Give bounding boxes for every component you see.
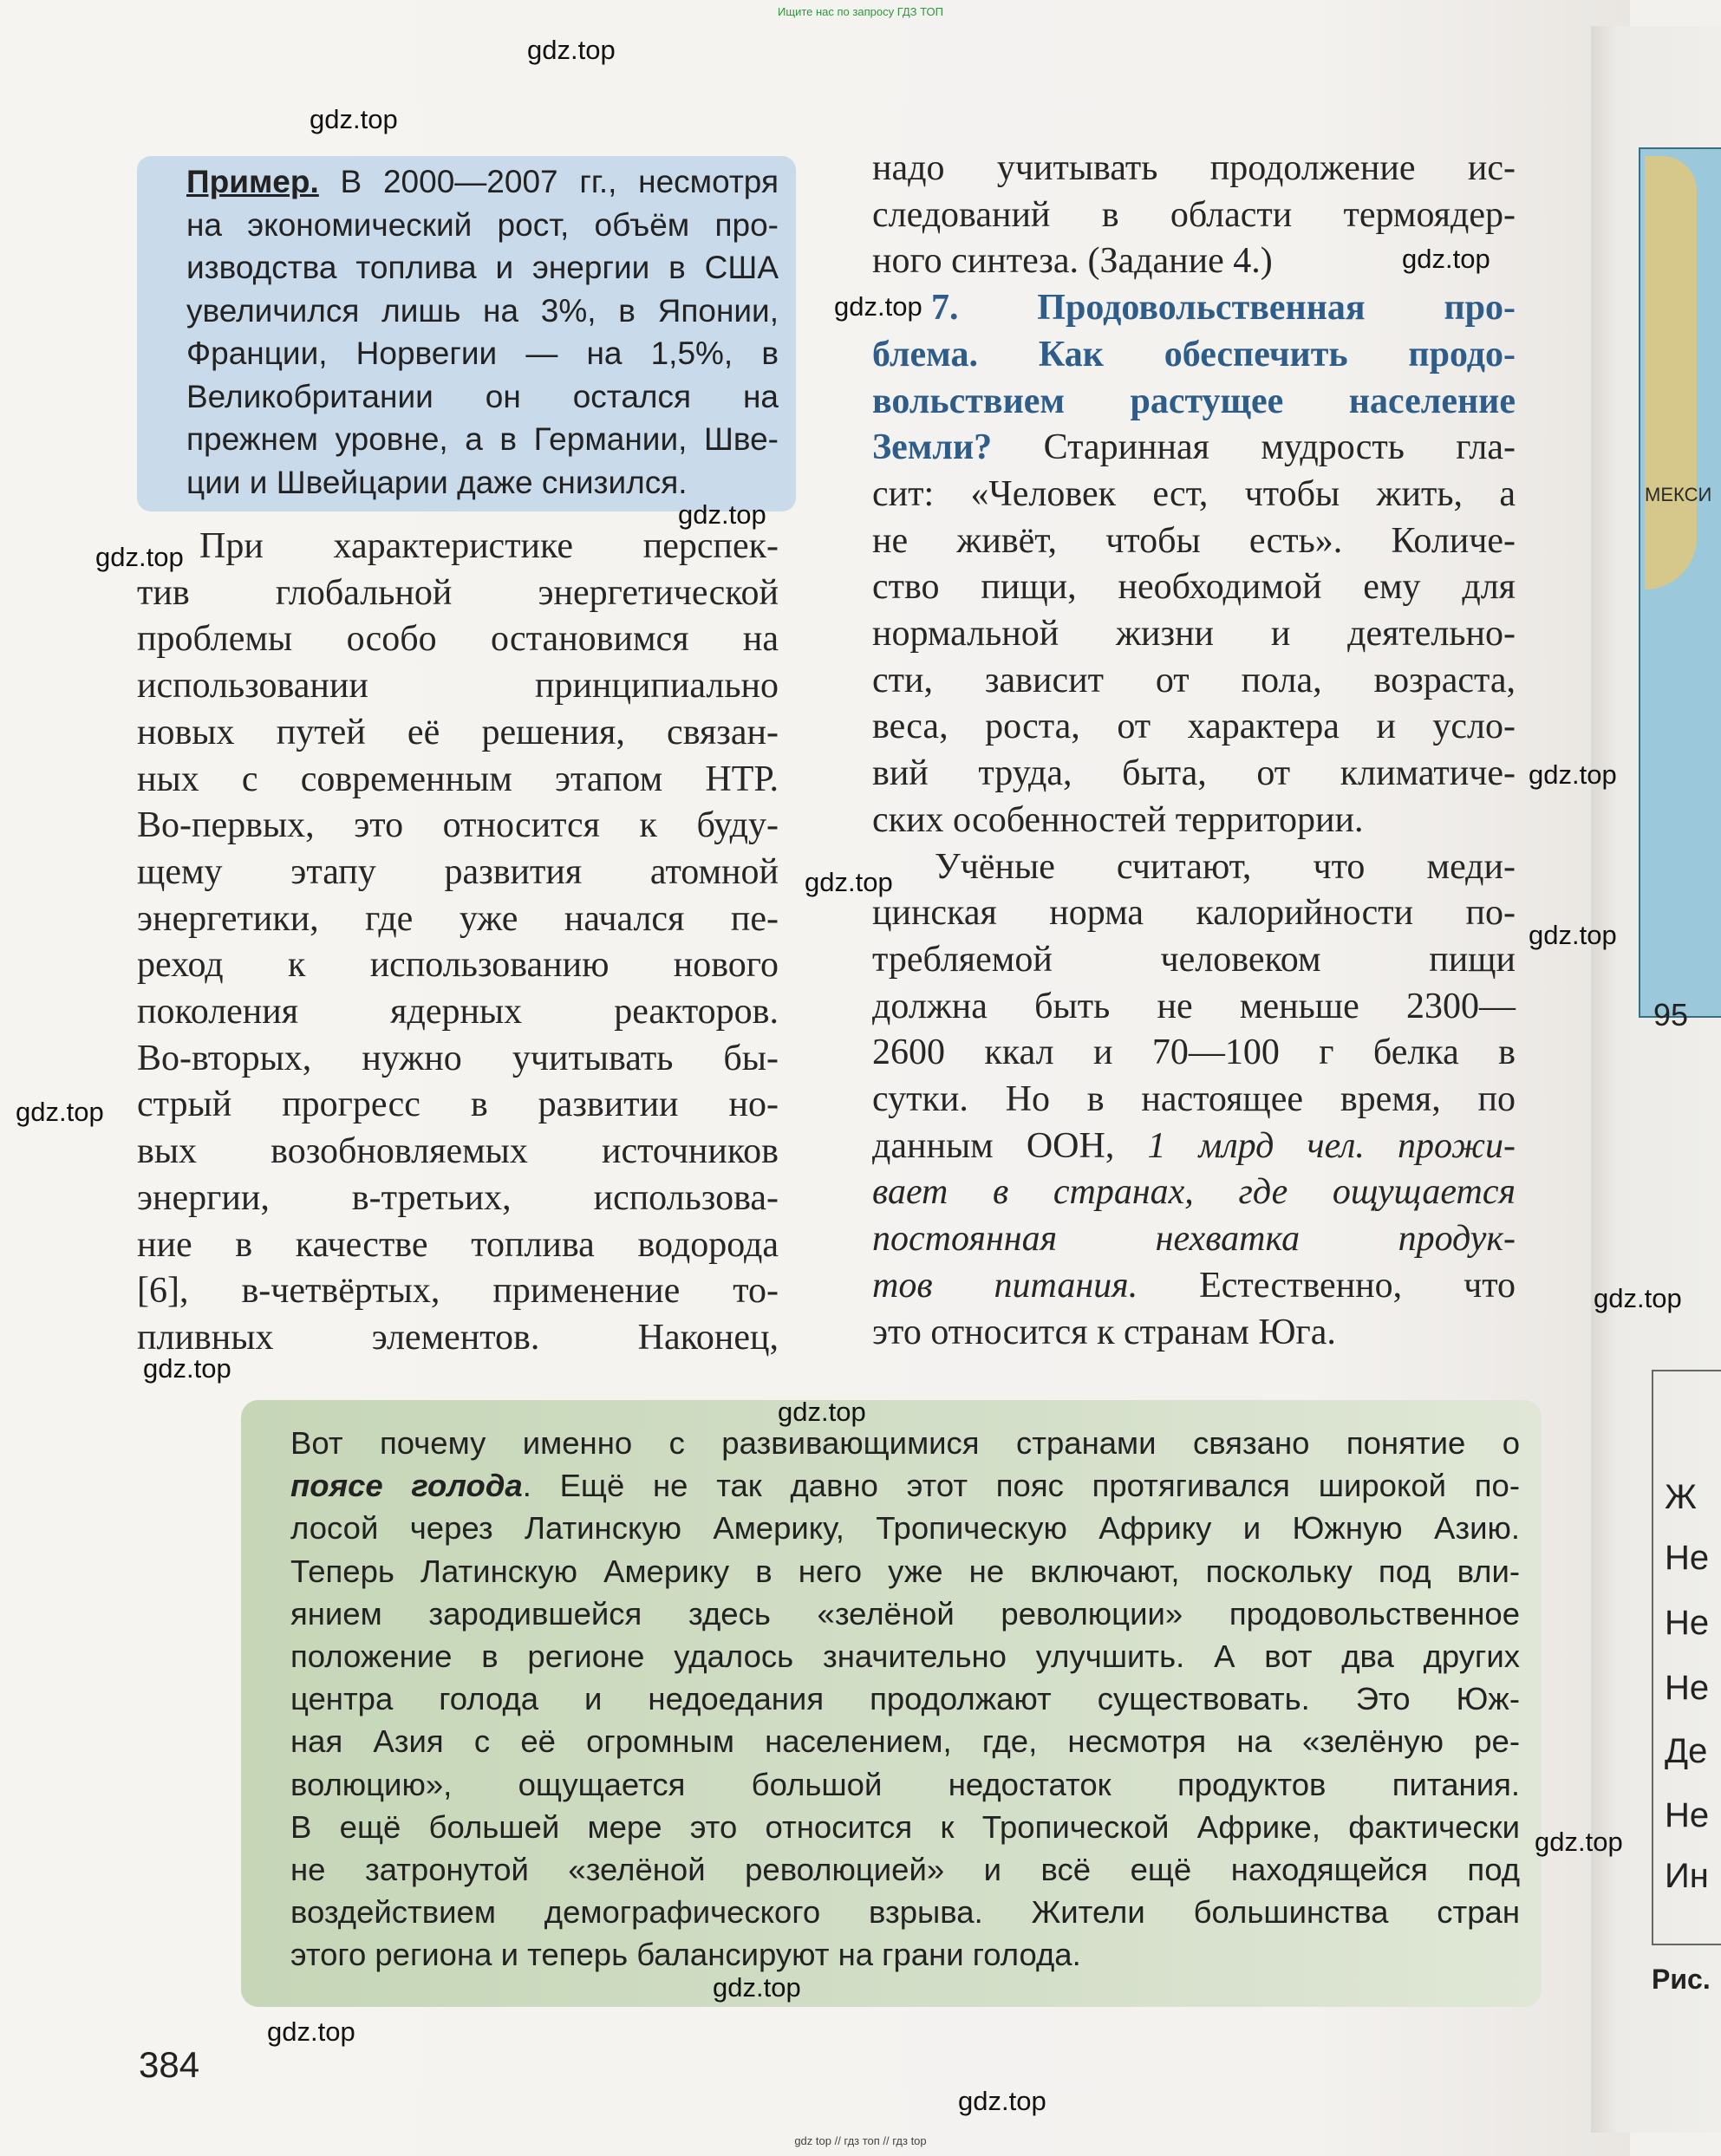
bottom-note: gdz top // гдз топ // гдз top [794,2134,927,2147]
table-row: Не [1665,1796,1710,1834]
watermark: gdz.top [1402,244,1490,274]
watermark: gdz.top [143,1353,231,1384]
watermark: gdz.top [527,35,616,65]
watermark: gdz.top [1529,759,1617,790]
watermark: gdz.top [834,291,922,322]
adjacent-page-strip [1591,26,1721,2133]
map-number: 95 [1653,997,1689,1032]
top-note: Ищите нас по запросу ГДЗ ТОП [778,5,943,18]
watermark: gdz.top [805,867,893,897]
table-row: Де [1665,1732,1708,1770]
watermark: gdz.top [16,1097,104,1127]
watermark: gdz.top [1529,920,1617,950]
term-hunger-belt: поясе голода [290,1468,523,1504]
table-row: Ин [1665,1857,1709,1895]
watermark: gdz.top [310,104,398,134]
watermark: gdz.top [778,1397,866,1427]
map-landmass [1645,156,1697,589]
example-text: Пример. В 2000—2007 гг., несмотря на экономический рост, объём про- изводства топлива и энергии в США увеличился лишь на 3%, в Японии, Франции, Норвегии — на 1,5%, в Великобритании он остался на прежнем уровне, а в Германии, Шве- ции и Швейцарии даже снизился. [186,164,779,500]
right-column-text: надо учитывать продолжение ис- следований в области термоядер- ного синтеза. (Задание 4.) 7. Продовольственная про- блема. Как обеспечить продо- вольствием растущее население Земли? Старинная мудрость гла- сит: «Человек ест, чтобы жить, а не живёт, чтобы есть». Количе- ство пищи, необходимой ему для нормальной жизни и деятельно- сти, зависит от пола, возраста, веса, роста, от характера и усло- вий труда, быта, от климатиче- ских особенностей территории. Учёные считают, что меди- цинская норма калорийности по- требляемой человеком пищи должна быть не меньше 2300— 2600 ккал и 70—100 г белка в сутки. Но в настоящее время, по данным ООН, 1 млрд чел. прожи- вает в странах, где ощущается постоянная нехватка продук- тов питания. Естественно, что это относится к странам Юга. [872,148,1516,1352]
table-row: Ж [1665,1478,1697,1516]
watermark: gdz.top [958,2086,1046,2116]
example-label: Пример. [186,164,319,199]
hunger-belt-text: Вот почему именно с развивающимися странами связано понятие о поясе голода. Ещё не так давно этот пояс протягивался широкой по- лосой через Латинскую Америку, Тропическую Африку и Южную Азию. Теперь Латинскую Америку в него уже не включают, поскольку под вли- янием зародившейся здесь «зелёной революции» продовольственное положение в регионе удалось значительно улучшить. А вот два других центра голода и недоедания продолжают существовать. Это Юж- ная Азия с её огромным населением, где, несмотря на «зелёную ре- волюцию», ощущается большой недостаток продуктов питания. В ещё большей мере это относится к Тропической Африке, фактически не затронутой «зелёной революцией» и всё ещё находящейся под воздействием демографического взрыва. Жители большинства стран этого региона и теперь балансируют на грани голода. [290,1425,1520,1973]
page-number: 384 [139,2044,200,2085]
watermark: gdz.top [1594,1283,1682,1313]
map-label: МЕКСИ [1645,484,1712,505]
watermark: gdz.top [678,499,766,530]
figure-caption-fragment: Рис. [1652,1964,1711,1995]
watermark: gdz.top [95,542,184,572]
table-row: Не [1665,1604,1710,1642]
watermark: gdz.top [713,1972,801,2003]
table-row: Не [1665,1539,1710,1577]
left-column-text: При характеристике перспек- тив глобальной энергетической проблемы особо остановимся на использовании принципиально новых путей её решения, связан- ных с современным этапом НТР. Во-первых, это относится к буду- щему этапу развития атомной энергетики, где уже начался пе- реход к использованию нового поколения ядерных реакторов. Во-вторых, нужно учитывать бы- стрый прогресс в развитии но- вых возобновляемых источников энергии, в-третьих, использова- ние в качестве топлива водорода [6], в-четвёртых, применение то- пливных элементов. Наконец, [137,526,779,1358]
watermark: gdz.top [267,2016,355,2047]
table-row: Не [1665,1669,1710,1707]
watermark: gdz.top [1535,1827,1623,1857]
section-heading: 7. Продовольственная про- [931,288,1516,329]
